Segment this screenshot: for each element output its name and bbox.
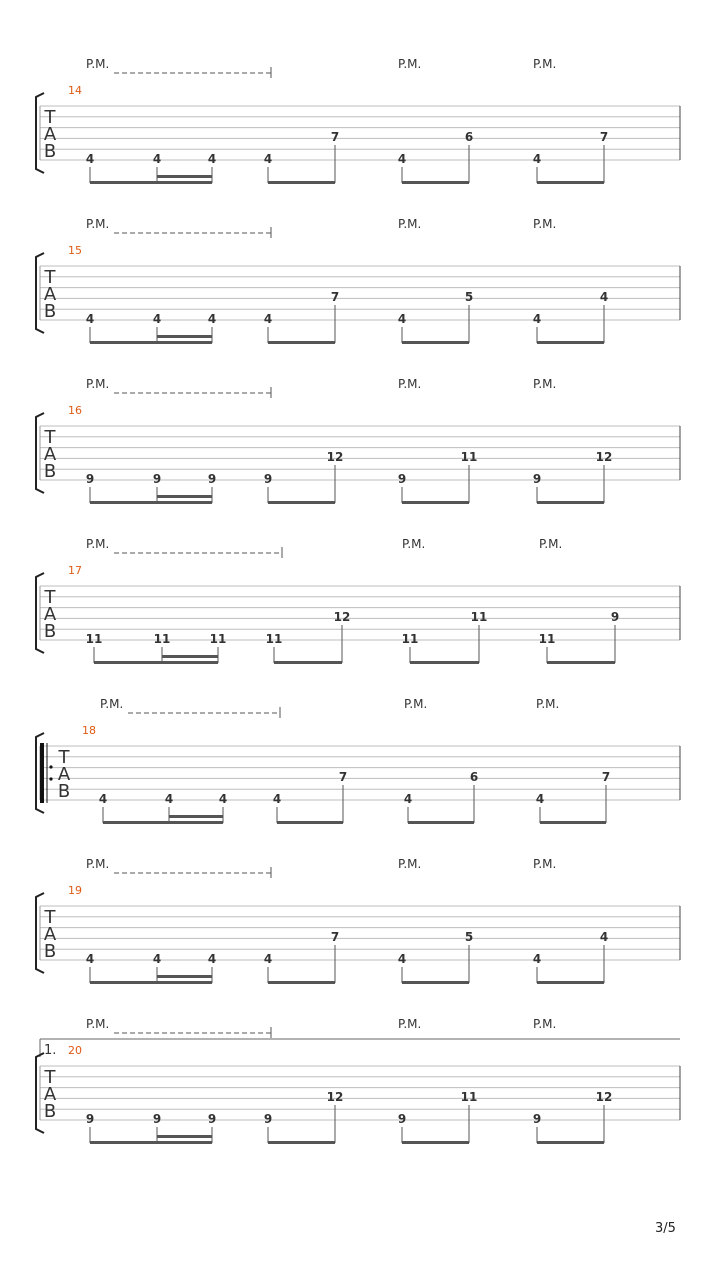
fret-number: 4 (207, 952, 217, 966)
palm-mute-label: P.M. (536, 697, 560, 711)
tab-clef-letter: T (44, 267, 56, 288)
palm-mute-label: P.M. (86, 57, 110, 71)
fret-number: 4 (532, 312, 542, 326)
beam (90, 181, 212, 184)
fret-number: 11 (85, 632, 103, 646)
fret-number: 4 (218, 792, 228, 806)
tab-clef-letter: A (57, 764, 71, 785)
fret-number: 4 (272, 792, 282, 806)
fret-number: 11 (538, 632, 556, 646)
beam (402, 1141, 469, 1144)
secondary-beam (157, 335, 212, 338)
tab-clef-letter: A (43, 604, 57, 625)
palm-mute-label: P.M. (398, 377, 422, 391)
beam (274, 661, 342, 664)
fret-number: 12 (333, 610, 351, 624)
fret-number: 4 (85, 952, 95, 966)
beam (90, 501, 212, 504)
tab-clef-letter: T (58, 747, 70, 768)
fret-number: 4 (599, 290, 609, 304)
fret-number: 7 (330, 290, 340, 304)
palm-mute-label: P.M. (533, 1017, 557, 1031)
beam (268, 181, 335, 184)
fret-number: 4 (403, 792, 413, 806)
fret-number: 11 (265, 632, 283, 646)
fret-number: 5 (464, 290, 474, 304)
fret-number: 7 (338, 770, 348, 784)
tab-clef-letter: T (44, 587, 56, 608)
fret-number: 11 (153, 632, 171, 646)
fret-number: 4 (532, 152, 542, 166)
tab-clef-letter: T (44, 107, 56, 128)
tab-clef-letter: B (43, 1101, 57, 1122)
fret-number: 4 (535, 792, 545, 806)
fret-number: 4 (152, 152, 162, 166)
fret-number: 4 (397, 312, 407, 326)
fret-number: 11 (460, 1090, 478, 1104)
fret-number: 4 (263, 952, 273, 966)
fret-number: 9 (207, 1112, 217, 1126)
secondary-beam (169, 815, 223, 818)
beam (402, 981, 469, 984)
secondary-beam (162, 655, 218, 658)
secondary-beam (157, 975, 212, 978)
fret-number: 7 (330, 130, 340, 144)
tab-clef-letter: A (43, 284, 57, 305)
fret-number: 6 (469, 770, 479, 784)
fret-number: 9 (263, 472, 273, 486)
fret-number: 4 (164, 792, 174, 806)
secondary-beam (157, 495, 212, 498)
beam (537, 981, 604, 984)
measure-number: 18 (82, 724, 96, 737)
beam (268, 501, 335, 504)
palm-mute-label: P.M. (398, 217, 422, 231)
fret-number: 12 (326, 450, 344, 464)
fret-number: 11 (401, 632, 419, 646)
beam (277, 821, 343, 824)
secondary-beam (157, 175, 212, 178)
palm-mute-label: P.M. (398, 857, 422, 871)
beam (402, 181, 469, 184)
fret-number: 7 (601, 770, 611, 784)
tab-clef-letter: T (44, 1067, 56, 1088)
fret-number: 11 (209, 632, 227, 646)
fret-number: 11 (460, 450, 478, 464)
fret-number: 12 (326, 1090, 344, 1104)
tab-clef-letter: A (43, 924, 57, 945)
fret-number: 4 (397, 952, 407, 966)
fret-number: 9 (610, 610, 620, 624)
fret-number: 4 (85, 152, 95, 166)
fret-number: 4 (85, 312, 95, 326)
tab-clef-letter: B (43, 141, 57, 162)
palm-mute-label: P.M. (533, 217, 557, 231)
secondary-beam (157, 1135, 212, 1138)
palm-mute-label: P.M. (533, 57, 557, 71)
tab-clef-letter: B (57, 781, 71, 802)
tab-clef-letter: A (43, 1084, 57, 1105)
fret-number: 4 (263, 152, 273, 166)
palm-mute-label: P.M. (86, 377, 110, 391)
beam (547, 661, 615, 664)
tab-clef-letter: T (44, 427, 56, 448)
fret-number: 7 (599, 130, 609, 144)
fret-number: 9 (532, 472, 542, 486)
measure-number: 15 (68, 244, 82, 257)
measure-number: 20 (68, 1044, 82, 1057)
palm-mute-label: P.M. (402, 537, 426, 551)
fret-number: 4 (263, 312, 273, 326)
beam (537, 181, 604, 184)
palm-mute-label: P.M. (86, 1017, 110, 1031)
measure-number: 14 (68, 84, 82, 97)
tab-clef-letter: T (44, 907, 56, 928)
beam (402, 341, 469, 344)
measure-number: 16 (68, 404, 82, 417)
palm-mute-label: P.M. (533, 377, 557, 391)
fret-number: 4 (152, 952, 162, 966)
fret-number: 9 (532, 1112, 542, 1126)
fret-number: 9 (152, 1112, 162, 1126)
beam (268, 341, 335, 344)
tab-clef-letter: A (43, 124, 57, 145)
fret-number: 9 (152, 472, 162, 486)
fret-number: 7 (330, 930, 340, 944)
fret-number: 9 (263, 1112, 273, 1126)
volta-number: 1. (44, 1043, 57, 1058)
beam (410, 661, 479, 664)
palm-mute-label: P.M. (86, 537, 110, 551)
fret-number: 12 (595, 450, 613, 464)
fret-number: 4 (98, 792, 108, 806)
tab-clef-letter: A (43, 444, 57, 465)
fret-number: 4 (532, 952, 542, 966)
palm-mute-label: P.M. (86, 217, 110, 231)
fret-number: 4 (397, 152, 407, 166)
beam (540, 821, 606, 824)
fret-number: 4 (152, 312, 162, 326)
beam (537, 1141, 604, 1144)
tab-clef-letter: B (43, 301, 57, 322)
fret-number: 4 (599, 930, 609, 944)
fret-number: 9 (85, 472, 95, 486)
fret-number: 11 (470, 610, 488, 624)
palm-mute-label: P.M. (533, 857, 557, 871)
fret-number: 9 (85, 1112, 95, 1126)
beam (268, 981, 335, 984)
palm-mute-label: P.M. (539, 537, 563, 551)
tab-clef-letter: B (43, 461, 57, 482)
beam (90, 981, 212, 984)
tab-clef-letter: B (43, 621, 57, 642)
fret-number: 9 (397, 472, 407, 486)
repeat-dot (49, 765, 52, 768)
beam (408, 821, 474, 824)
page-number: 3/5 (655, 1221, 676, 1236)
beam (90, 1141, 212, 1144)
beam (268, 1141, 335, 1144)
repeat-thick-bar (40, 743, 44, 803)
measure-number: 19 (68, 884, 82, 897)
beam (537, 341, 604, 344)
fret-number: 12 (595, 1090, 613, 1104)
repeat-dot (49, 777, 52, 780)
palm-mute-label: P.M. (86, 857, 110, 871)
beam (90, 341, 212, 344)
fret-number: 6 (464, 130, 474, 144)
beam (402, 501, 469, 504)
beam (103, 821, 223, 824)
fret-number: 4 (207, 152, 217, 166)
tab-clef-letter: B (43, 941, 57, 962)
palm-mute-label: P.M. (404, 697, 428, 711)
measure-number: 17 (68, 564, 82, 577)
fret-number: 9 (207, 472, 217, 486)
beam (537, 501, 604, 504)
palm-mute-label: P.M. (100, 697, 124, 711)
palm-mute-label: P.M. (398, 1017, 422, 1031)
palm-mute-label: P.M. (398, 57, 422, 71)
beam (94, 661, 218, 664)
fret-number: 5 (464, 930, 474, 944)
fret-number: 4 (207, 312, 217, 326)
fret-number: 9 (397, 1112, 407, 1126)
